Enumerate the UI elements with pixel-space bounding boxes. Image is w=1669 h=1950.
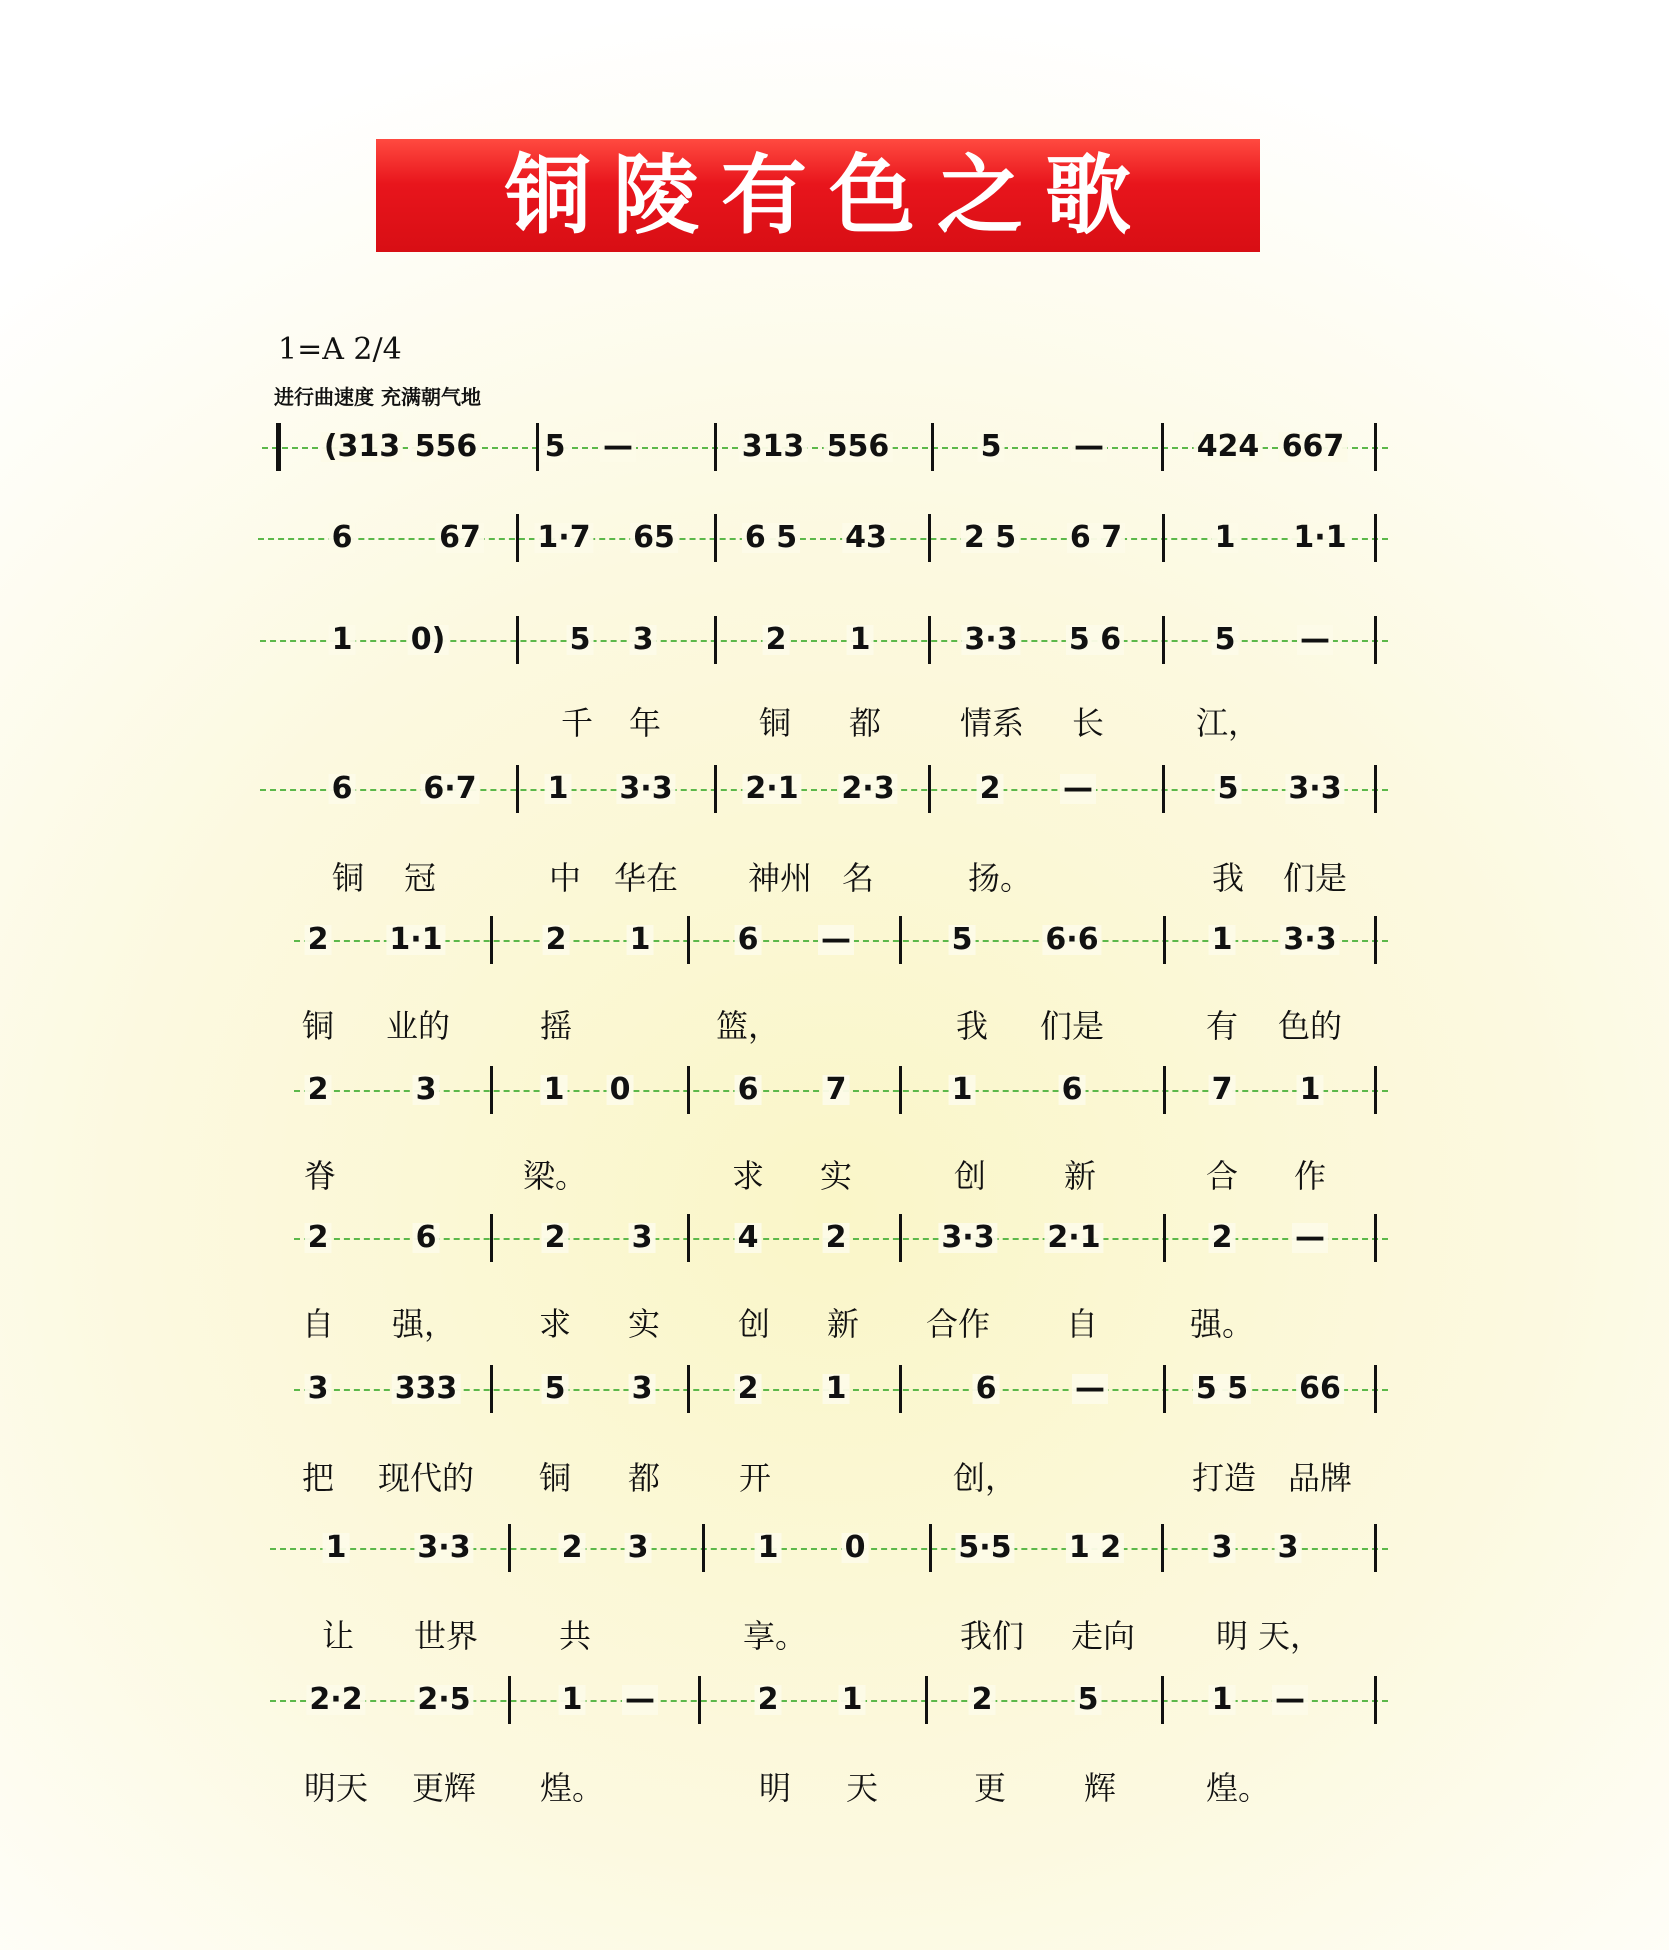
barline [714,514,717,562]
note-group: 6 [973,1374,1000,1404]
lyric-syllable: 走向 [1070,1617,1136,1655]
lyric-syllable: 打造 [1191,1459,1257,1497]
note-group: 2 [542,1223,569,1253]
lyric-syllable: 中 [548,859,582,897]
note-group: 5 [1212,625,1239,655]
lyric-syllable: 年 [628,704,662,742]
lyric-syllable: 享。 [742,1617,808,1655]
barline [490,1214,493,1262]
note-group: 6 5 [742,523,800,553]
note-group: — [622,1685,658,1715]
barline [687,1214,690,1262]
barline [490,1365,493,1413]
barline [899,1214,902,1262]
note-group: 2·2 [306,1685,365,1715]
lyric-syllable: 江， [1195,704,1261,742]
barline [702,1524,705,1572]
note-group: 3·3 [1285,774,1344,804]
note-group: 5 [1075,1685,1102,1715]
note-group: 3·3 [938,1223,997,1253]
note-group: 6 [329,774,356,804]
lyric-syllable: 扬。 [967,859,1033,897]
note-group: 1 [559,1685,586,1715]
note-group: 556 [412,432,481,462]
note-group: 2 [763,625,790,655]
barline [1163,1066,1166,1114]
note-group: — [1072,1374,1108,1404]
barline [1374,916,1377,964]
barline [516,514,519,562]
note-group: 1 [323,1533,350,1563]
barline [1163,1365,1166,1413]
barline [1374,514,1377,562]
lyric-syllable: 品牌 [1287,1459,1353,1497]
lyric-syllable: 名 [841,859,875,897]
note-group: 5 [567,625,594,655]
tempo-marking: 进行曲速度 充满朝气地 [274,385,481,409]
lyric-syllable: 更辉 [411,1769,477,1807]
lyric-syllable: 创， [952,1459,1018,1497]
note-group: 1 [1209,1685,1236,1715]
note-group: 7 [1209,1075,1236,1105]
note-group: 2 [305,1075,332,1105]
note-group: 1 [545,774,572,804]
note-group: 1 [329,625,356,655]
lyric-syllable: 实 [627,1305,661,1343]
barline [899,1365,902,1413]
lyric-syllable: 明天 [303,1769,369,1807]
note-group: 1 [949,1075,976,1105]
note-group: 2 [969,1685,996,1715]
lyric-syllable: 我 [955,1007,989,1045]
barline [928,765,931,813]
note-group: 313 [739,432,808,462]
barline [1374,1524,1377,1572]
lyric-syllable: 情系 [959,704,1025,742]
note-group: — [818,925,854,955]
lyric-syllable: 都 [627,1459,661,1497]
barline [1161,1524,1164,1572]
note-group: 1 [839,1685,866,1715]
song-title: 铜陵有色之歌 [505,145,1153,246]
lyric-syllable: 长 [1071,704,1105,742]
note-group: 4 [735,1223,762,1253]
barline [536,423,539,471]
lyric-syllable: 作 [1293,1157,1327,1195]
barline [928,616,931,664]
lyric-syllable: 创 [737,1305,771,1343]
note-group: 1 [847,625,874,655]
final-barline [1374,1676,1377,1724]
barline [508,1676,511,1724]
lyric-syllable: 求 [731,1157,765,1195]
barline [1163,916,1166,964]
lyric-syllable: 世界 [413,1617,479,1655]
note-group: 2·5 [414,1685,473,1715]
note-group: 2·1 [742,774,801,804]
note-group: 5 [978,432,1005,462]
lyric-syllable: 现代的 [377,1459,475,1497]
note-group: — [1071,432,1107,462]
note-group: — [600,432,636,462]
barline [928,514,931,562]
barline [698,1676,701,1724]
lyric-syllable: 神州 [747,859,813,897]
note-group: 5 6 [1066,625,1124,655]
lyric-syllable: 们是 [1039,1007,1105,1045]
note-group: 3·3 [414,1533,473,1563]
note-group: 0 [842,1533,869,1563]
lyric-syllable: 铜 [331,859,365,897]
note-group: 667 [1279,432,1348,462]
note-group: 333 [392,1374,461,1404]
note-group: 3·3 [1280,925,1339,955]
note-group: 1 [1209,925,1236,955]
barline [899,916,902,964]
note-group: 0) [408,625,449,655]
barline [1374,1214,1377,1262]
note-group: 6 [413,1223,440,1253]
note-group: 7 [823,1075,850,1105]
lyric-syllable: 煌。 [539,1769,605,1807]
lyric-syllable: 铜 [538,1459,572,1497]
note-group: 2·1 [1044,1223,1103,1253]
barline [1374,423,1377,471]
barline [714,765,717,813]
note-group: 3 [413,1075,440,1105]
note-group: 2 [755,1685,782,1715]
note-group: 6 [1059,1075,1086,1105]
barline [1162,765,1165,813]
note-group: 6 [735,925,762,955]
lyric-syllable: 千 [560,704,594,742]
note-group: 3 [1209,1533,1236,1563]
note-group: 5 [1215,774,1242,804]
note-group: 2 5 [961,523,1019,553]
barline [714,423,717,471]
lyric-syllable: 我们 [959,1617,1025,1655]
barline [687,1066,690,1114]
note-group: 5·5 [955,1533,1014,1563]
note-group: 2 [823,1223,850,1253]
barline [516,765,519,813]
note-group: 2 [977,774,1004,804]
lyric-syllable: 铜 [301,1007,335,1045]
note-group: 1·1 [386,925,445,955]
note-group: 5 5 [1193,1374,1251,1404]
lyric-syllable: 业的 [385,1007,451,1045]
note-group: — [1060,774,1096,804]
lyric-syllable: 创 [953,1157,987,1195]
barline [687,916,690,964]
lyric-syllable: 合作 [925,1305,991,1343]
lyric-syllable: 都 [848,704,882,742]
note-group: 1 [627,925,654,955]
note-group: 424 [1194,432,1263,462]
barline [925,1676,928,1724]
note-group: 6·7 [420,774,479,804]
barline [687,1365,690,1413]
note-group: 3 [630,625,657,655]
note-group: 66 [1296,1374,1344,1404]
barline [1163,1214,1166,1262]
note-group: 3 [1275,1533,1302,1563]
note-group: 6 7 [1067,523,1125,553]
lyric-syllable: 华在 [613,859,679,897]
lyric-syllable: 明 [758,1769,792,1807]
note-group: 3·3 [961,625,1020,655]
note-group: 67 [436,523,484,553]
lyric-syllable: 自 [301,1305,335,1343]
barline [1162,616,1165,664]
lyric-syllable: 天， [1257,1617,1323,1655]
note-group: 5 [542,1374,569,1404]
note-group: 1 [755,1533,782,1563]
lyric-syllable: 脊 [303,1157,337,1195]
note-group: 6·6 [1042,925,1101,955]
barline [899,1066,902,1114]
lyric-syllable: 明 [1215,1617,1249,1655]
lyric-syllable: 铜 [758,704,792,742]
note-group: 2 [1209,1223,1236,1253]
note-group: 2 [305,925,332,955]
lyric-syllable: 新 [826,1305,860,1343]
note-group: 3 [629,1374,656,1404]
lyric-syllable: 梁。 [522,1157,588,1195]
note-group: 1 [541,1075,568,1105]
note-group: 65 [630,523,678,553]
note-group: 3 [629,1223,656,1253]
barline [516,616,519,664]
note-group: — [1272,1685,1308,1715]
lyric-syllable: 篮， [715,1007,781,1045]
barline [714,616,717,664]
barline [1161,1676,1164,1724]
barline [1161,423,1164,471]
note-group: 1·1 [1290,523,1349,553]
note-group: 2·3 [838,774,897,804]
lyric-syllable: 把 [301,1459,335,1497]
note-group: 2 [543,925,570,955]
note-group: 1 [1297,1075,1324,1105]
lyric-syllable: 开 [738,1459,772,1497]
lyric-syllable: 煌。 [1205,1769,1271,1807]
lyric-syllable: 色的 [1277,1007,1343,1045]
note-group: — [1297,625,1333,655]
note-group: 3 [625,1533,652,1563]
note-group: 2 [735,1374,762,1404]
barline [1374,1066,1377,1114]
note-group: (313 [321,432,403,462]
lyric-syllable: 更 [973,1769,1007,1807]
barline [931,423,934,471]
barline [1162,514,1165,562]
note-group: 0 [607,1075,634,1105]
barline [929,1524,932,1572]
lyric-syllable: 自 [1065,1305,1099,1343]
barline [508,1524,511,1572]
lyric-syllable: 天 [845,1769,879,1807]
barline [490,1066,493,1114]
barline [490,916,493,964]
note-group: — [1292,1223,1328,1253]
lyric-syllable: 我 [1211,859,1245,897]
note-group: 5 [949,925,976,955]
lyric-syllable: 摇 [539,1007,573,1045]
note-group: 3 [305,1374,332,1404]
note-group: 1 [823,1374,850,1404]
note-group: 43 [842,523,890,553]
note-group: 1 [1212,523,1239,553]
note-group: 1 2 [1066,1533,1124,1563]
lyric-syllable: 新 [1063,1157,1097,1195]
barline [1374,1365,1377,1413]
key-signature: 1=A 2/4 [278,332,402,367]
repeat-start-barline [276,423,281,471]
lyric-syllable: 合 [1205,1157,1239,1195]
lyric-syllable: 有 [1205,1007,1239,1045]
note-group: 3·3 [616,774,675,804]
note-group: 556 [824,432,893,462]
lyric-syllable: 强。 [1189,1305,1255,1343]
lyric-syllable: 强， [391,1305,457,1343]
note-group: 2 [559,1533,586,1563]
lyric-syllable: 冠 [403,859,437,897]
note-group: 2 [305,1223,332,1253]
lyric-syllable: 让 [321,1617,355,1655]
barline [1374,765,1377,813]
note-group: 1·7 [534,523,593,553]
note-group: 6 [735,1075,762,1105]
note-group: 6 [329,523,356,553]
lyric-syllable: 们是 [1282,859,1348,897]
lyric-syllable: 辉 [1083,1769,1117,1807]
lyric-syllable: 求 [538,1305,572,1343]
note-group: 5 [542,432,569,462]
barline [1374,616,1377,664]
lyric-syllable: 共 [558,1617,592,1655]
lyric-syllable: 实 [819,1157,853,1195]
